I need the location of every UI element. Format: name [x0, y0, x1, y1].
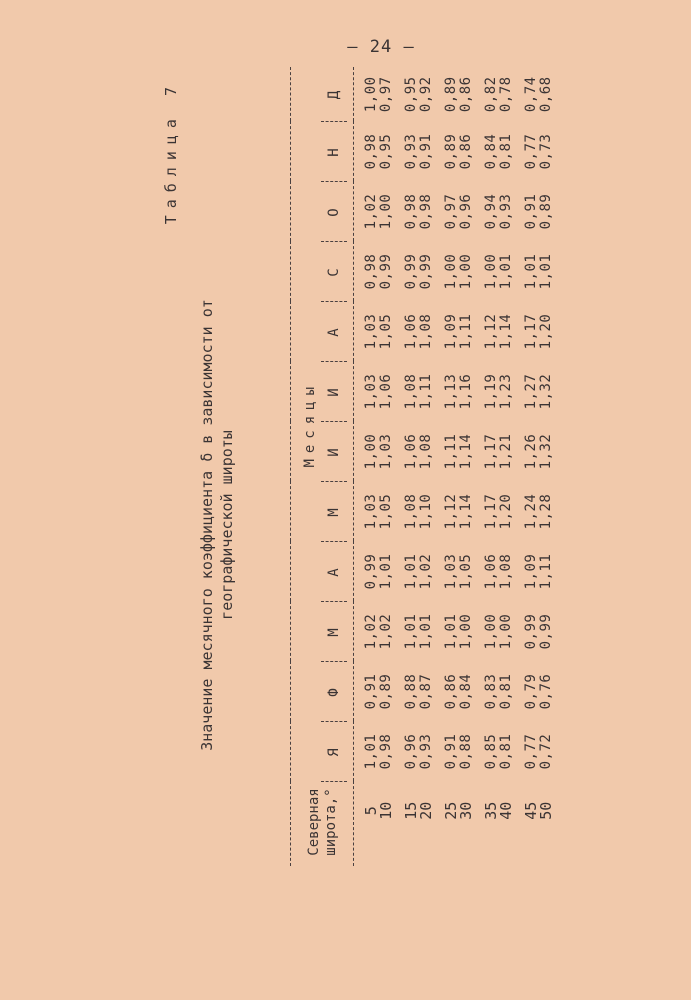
value-cell — [394, 67, 434, 122]
coefficient-value: 1,14 — [458, 493, 474, 530]
month-header-5: М — [321, 482, 347, 542]
coefficient-value: 1,13 — [443, 373, 459, 410]
value-cell — [394, 482, 434, 542]
value-cell — [354, 722, 395, 782]
latitude-cell — [394, 782, 434, 867]
coefficient-value: 1,11 — [418, 373, 434, 410]
months-header: Месяцы — [302, 380, 318, 468]
value-cell — [434, 242, 474, 302]
value-cell — [514, 67, 554, 122]
header-row-1 — [299, 67, 321, 866]
coefficient-value: 0,82 — [483, 76, 499, 113]
value-cell — [434, 542, 474, 602]
value-cell — [474, 422, 514, 482]
value-cell — [394, 362, 434, 422]
coefficient-value: 0,99 — [418, 253, 434, 290]
coefficient-value: 1,12 — [483, 313, 499, 350]
value-cell — [394, 542, 434, 602]
value-cell — [354, 182, 395, 242]
coefficient-table — [290, 67, 554, 866]
coefficient-value: 1,01 — [403, 613, 419, 650]
coefficient-value: 1,01 — [363, 733, 379, 770]
coefficient-value: 1,26 — [523, 433, 539, 470]
value-cell — [394, 242, 434, 302]
month-header-7: И — [321, 362, 347, 422]
coefficient-value: 1,12 — [443, 493, 459, 530]
coefficient-value: 1,03 — [363, 493, 379, 530]
value-cell — [434, 122, 474, 182]
coefficient-value: 0,91 — [418, 133, 434, 170]
value-cell — [474, 67, 514, 122]
coefficient-value: 1,20 — [538, 313, 554, 350]
coefficient-value: 1,16 — [458, 373, 474, 410]
latitude-value: 35 — [482, 801, 500, 820]
value-cell — [354, 482, 395, 542]
value-cell — [354, 67, 395, 122]
coefficient-value: 1,01 — [378, 553, 394, 590]
coefficient-value: 1,28 — [538, 493, 554, 530]
coefficient-value: 0,73 — [538, 133, 554, 170]
latitude-cell — [474, 782, 514, 867]
coefficient-value: 0,99 — [403, 253, 419, 290]
value-cell — [354, 242, 395, 302]
coefficient-value: 0,68 — [538, 76, 554, 113]
coefficient-value: 0,89 — [443, 76, 459, 113]
coefficient-value: 0,96 — [403, 733, 419, 770]
coefficient-value: 0,93 — [403, 133, 419, 170]
coefficient-value: 0,88 — [403, 673, 419, 710]
coefficient-value: 0,97 — [443, 193, 459, 230]
value-cell — [434, 422, 474, 482]
coefficient-value: 0,89 — [443, 133, 459, 170]
coefficient-value: 0,95 — [378, 133, 394, 170]
coefficient-value: 1,27 — [523, 373, 539, 410]
latitude-cell — [354, 782, 395, 867]
coefficient-value: 1,19 — [483, 373, 499, 410]
value-cell — [354, 542, 395, 602]
coefficient-value: 0,98 — [363, 253, 379, 290]
value-cell — [514, 302, 554, 362]
value-cell — [434, 182, 474, 242]
caption-line-2: географической широты — [218, 430, 236, 620]
coefficient-value: 0,86 — [458, 133, 474, 170]
coefficient-value: 0,81 — [498, 673, 514, 710]
value-cell — [514, 122, 554, 182]
coefficient-value: 1,05 — [458, 553, 474, 590]
coefficient-value: 1,11 — [443, 433, 459, 470]
value-cell — [514, 422, 554, 482]
month-header-2: Ф — [321, 662, 347, 722]
coefficient-value: 0,96 — [458, 193, 474, 230]
month-header-9: С — [321, 242, 347, 302]
caption-line-1: Значение месячного коэффициента δ в зависимости от — [198, 299, 216, 751]
coefficient-value: 1,05 — [378, 493, 394, 530]
value-cell — [474, 482, 514, 542]
value-cell — [394, 182, 434, 242]
coefficient-value: 0,81 — [498, 733, 514, 770]
coefficient-value: 0,83 — [483, 673, 499, 710]
coefficient-value: 1,00 — [443, 253, 459, 290]
coefficient-value: 1,01 — [443, 613, 459, 650]
value-cell — [474, 182, 514, 242]
coefficient-value: 0,84 — [458, 673, 474, 710]
coefficient-value: 0,98 — [378, 733, 394, 770]
value-cell — [434, 662, 474, 722]
coefficient-value: 0,89 — [378, 673, 394, 710]
coefficient-value: 1,08 — [403, 493, 419, 530]
value-cell — [514, 242, 554, 302]
coefficient-value: 1,00 — [458, 253, 474, 290]
coefficient-value: 1,11 — [538, 553, 554, 590]
rotated-table-sheet — [46, 50, 646, 950]
coefficient-value: 0,79 — [523, 673, 539, 710]
month-header-11: Н — [321, 122, 347, 182]
coefficient-value: 1,24 — [523, 493, 539, 530]
month-header-8: А — [321, 302, 347, 362]
coefficient-value: 1,17 — [483, 493, 499, 530]
coefficient-value: 0,97 — [378, 76, 394, 113]
coefficient-value: 0,92 — [418, 76, 434, 113]
month-header-1: Я — [321, 722, 347, 782]
coefficient-value: 0,91 — [523, 193, 539, 230]
value-cell — [394, 122, 434, 182]
value-cell — [394, 662, 434, 722]
coefficient-value: 1,00 — [363, 76, 379, 113]
coefficient-value: 0,72 — [538, 733, 554, 770]
value-cell — [394, 602, 434, 662]
value-cell — [354, 422, 395, 482]
table-row — [434, 67, 474, 866]
coefficient-value: 1,11 — [458, 313, 474, 350]
coefficient-value: 1,20 — [498, 493, 514, 530]
coefficient-value: 1,02 — [418, 553, 434, 590]
latitude-cell — [514, 782, 554, 867]
latitude-value: 50 — [537, 801, 555, 820]
value-cell — [354, 662, 395, 722]
coefficient-value: 1,02 — [363, 613, 379, 650]
coefficient-value: 0,74 — [523, 76, 539, 113]
coefficient-value: 0,93 — [498, 193, 514, 230]
coefficient-value: 1,14 — [498, 313, 514, 350]
value-cell — [434, 302, 474, 362]
latitude-value: 10 — [377, 801, 395, 820]
table-row — [474, 67, 514, 866]
value-cell — [514, 722, 554, 782]
coefficient-value: 1,08 — [418, 313, 434, 350]
latitude-value: 30 — [457, 801, 475, 820]
latitude-value: 40 — [497, 801, 515, 820]
value-cell — [474, 362, 514, 422]
coefficient-value: 1,06 — [378, 373, 394, 410]
coefficient-value: 1,08 — [418, 433, 434, 470]
month-header-4: А — [321, 542, 347, 602]
coefficient-value: 0,94 — [483, 193, 499, 230]
table-row — [354, 67, 395, 866]
coefficient-value: 1,23 — [498, 373, 514, 410]
value-cell — [474, 662, 514, 722]
coefficient-value: 0,81 — [498, 133, 514, 170]
coefficient-value: 1,00 — [483, 613, 499, 650]
coefficient-value: 1,09 — [443, 313, 459, 350]
value-cell — [514, 602, 554, 662]
month-header-12: Д — [321, 67, 347, 122]
coefficient-value: 0,91 — [443, 733, 459, 770]
page-number: — 24 — — [347, 37, 415, 57]
value-cell — [474, 122, 514, 182]
latitude-value: 25 — [442, 801, 460, 820]
coefficient-value: 0,88 — [458, 733, 474, 770]
value-cell — [434, 362, 474, 422]
coefficient-value: 1,00 — [378, 193, 394, 230]
coefficient-value: 1,02 — [378, 613, 394, 650]
coefficient-value: 1,17 — [523, 313, 539, 350]
latitude-value: 15 — [402, 801, 420, 820]
value-cell — [354, 302, 395, 362]
value-cell — [354, 122, 395, 182]
coefficient-value: 1,32 — [538, 433, 554, 470]
value-cell — [354, 362, 395, 422]
coefficient-value: 1,05 — [378, 313, 394, 350]
coefficient-value: 0,86 — [458, 76, 474, 113]
coefficient-value: 1,06 — [483, 553, 499, 590]
coefficient-value: 0,76 — [538, 673, 554, 710]
coefficient-value: 0,98 — [363, 133, 379, 170]
month-header-3: М — [321, 602, 347, 662]
latitude-value: 20 — [417, 801, 435, 820]
value-cell — [394, 302, 434, 362]
value-cell — [434, 602, 474, 662]
coefficient-value: 1,06 — [403, 313, 419, 350]
value-cell — [354, 602, 395, 662]
value-cell — [434, 67, 474, 122]
coefficient-value: 0,86 — [443, 673, 459, 710]
table-top-rule — [291, 67, 300, 866]
coefficient-value: 1,08 — [498, 553, 514, 590]
coefficient-value: 0,99 — [538, 613, 554, 650]
value-cell — [514, 182, 554, 242]
value-cell — [394, 422, 434, 482]
table-label: Таблица 7 — [162, 80, 180, 225]
coefficient-value: 0,91 — [363, 673, 379, 710]
value-cell — [434, 482, 474, 542]
value-cell — [514, 542, 554, 602]
latitude-value: 45 — [522, 801, 540, 820]
coefficient-value: 0,85 — [483, 733, 499, 770]
coefficient-value: 1,10 — [418, 493, 434, 530]
value-cell — [474, 242, 514, 302]
coefficient-value: 0,89 — [538, 193, 554, 230]
coefficient-value: 0,78 — [498, 76, 514, 113]
coefficient-value: 1,08 — [403, 373, 419, 410]
month-header-10: О — [321, 182, 347, 242]
latitude-cell — [434, 782, 474, 867]
coefficient-value: 0,98 — [418, 193, 434, 230]
value-cell — [474, 542, 514, 602]
coefficient-value: 1,06 — [403, 433, 419, 470]
value-cell — [394, 722, 434, 782]
coefficient-value: 0,99 — [523, 613, 539, 650]
value-cell — [474, 302, 514, 362]
coefficient-value: 0,95 — [403, 76, 419, 113]
value-cell — [474, 602, 514, 662]
coefficient-value: 1,09 — [523, 553, 539, 590]
table-row — [514, 67, 554, 866]
coefficient-value: 1,00 — [483, 253, 499, 290]
month-header-6: И — [321, 422, 347, 482]
coefficient-value: 1,01 — [523, 253, 539, 290]
coefficient-value: 1,17 — [483, 433, 499, 470]
coefficient-value: 1,01 — [418, 613, 434, 650]
coefficient-value: 1,14 — [458, 433, 474, 470]
latitude-value: 5 — [362, 806, 380, 816]
coefficient-value: 1,03 — [443, 553, 459, 590]
coefficient-value: 1,00 — [498, 613, 514, 650]
month-header-row — [321, 67, 347, 866]
value-cell — [474, 722, 514, 782]
coefficient-value: 1,00 — [363, 433, 379, 470]
value-cell — [514, 362, 554, 422]
coefficient-value: 1,32 — [538, 373, 554, 410]
table-caption — [198, 200, 236, 850]
coefficient-value: 0,84 — [483, 133, 499, 170]
coefficient-value: 0,99 — [378, 253, 394, 290]
coefficient-value: 1,03 — [363, 373, 379, 410]
coefficient-value: 1,02 — [363, 193, 379, 230]
coefficient-value: 0,93 — [418, 733, 434, 770]
coefficient-value: 1,01 — [498, 253, 514, 290]
coefficient-value: 0,77 — [523, 133, 539, 170]
coefficient-value: 1,01 — [538, 253, 554, 290]
coefficient-value: 0,98 — [403, 193, 419, 230]
coefficient-value: 1,00 — [458, 613, 474, 650]
coefficient-value: 1,03 — [378, 433, 394, 470]
coefficient-value: 1,03 — [363, 313, 379, 350]
coefficient-value: 1,21 — [498, 433, 514, 470]
coefficient-value: 0,77 — [523, 733, 539, 770]
coefficient-value: 0,99 — [363, 553, 379, 590]
coefficient-value: 0,87 — [418, 673, 434, 710]
value-cell — [514, 662, 554, 722]
table-row — [394, 67, 434, 866]
value-cell — [434, 722, 474, 782]
value-cell — [514, 482, 554, 542]
coefficient-value: 1,01 — [403, 553, 419, 590]
latitude-header: Северная широта,° — [306, 788, 339, 856]
